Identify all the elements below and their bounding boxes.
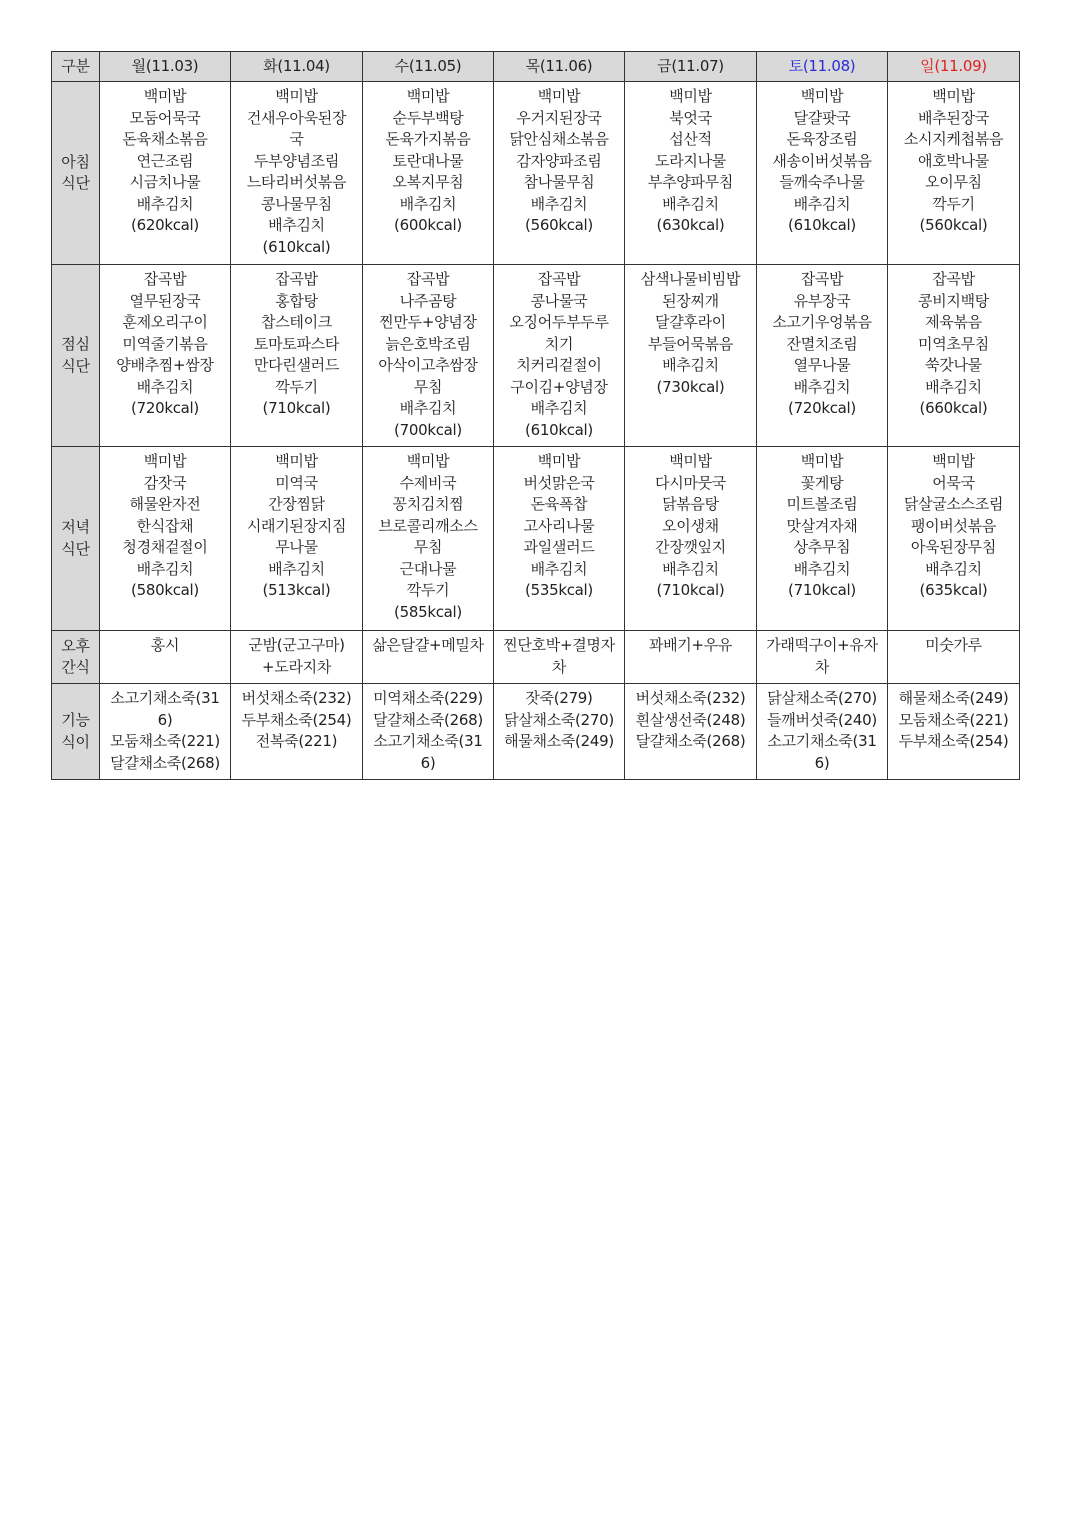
menu-item: 잡곡밥 bbox=[932, 270, 975, 288]
functional-cell-sun bbox=[888, 684, 1020, 780]
menu-item: 한식잡채 bbox=[136, 516, 194, 535]
breakfast-cell-wed bbox=[363, 82, 494, 265]
menu-item: 꽈배기+우유 bbox=[648, 636, 733, 654]
functional-cell-mon bbox=[100, 684, 231, 780]
menu-item: 시금치나물 bbox=[129, 173, 201, 191]
menu-item: 잡곡밥 bbox=[143, 270, 187, 288]
menu-item: 닭살채소죽(270) bbox=[767, 689, 877, 707]
dinner-cell-sun bbox=[888, 447, 1020, 631]
lunch-cell-thu bbox=[494, 265, 625, 447]
menu-item: 잡곡밥 bbox=[537, 270, 581, 288]
menu-item: 배추김치 bbox=[530, 194, 588, 213]
menu-item: 청경채겉절이 bbox=[122, 538, 208, 556]
row-label-line: 식단 bbox=[61, 356, 90, 375]
menu-item: 백미밥 bbox=[143, 87, 187, 105]
menu-item: 배추김치 bbox=[925, 559, 982, 578]
menu-item: (600kcal) bbox=[394, 216, 462, 234]
menu-item: 배추김치 bbox=[136, 194, 194, 213]
dinner-cell-mon bbox=[100, 447, 231, 631]
row-label-line: 기능 bbox=[61, 711, 90, 729]
menu-item: 깍두기 bbox=[275, 377, 318, 396]
functional-cell-fri bbox=[625, 684, 757, 780]
menu-item: (620kcal) bbox=[131, 216, 199, 234]
menu-item: 잣죽(279) bbox=[525, 689, 593, 707]
menu-item: 오이생채 bbox=[662, 516, 719, 535]
menu-item: 백미밥 bbox=[537, 87, 581, 105]
menu-item: 고사리나물 bbox=[523, 516, 595, 535]
menu-item: 버섯채소죽(232) bbox=[635, 689, 746, 707]
menu-item: 배추된장국 bbox=[918, 108, 989, 127]
menu-item: 돈육가지볶음 bbox=[385, 130, 471, 148]
menu-item: 두부채소죽(254) bbox=[241, 710, 352, 729]
menu-item: 느타리버섯볶음 bbox=[246, 173, 347, 191]
day-header-wed: 수(11.05) bbox=[363, 52, 494, 82]
menu-item: 무나물 bbox=[275, 538, 318, 556]
day-header-mon: 월(11.03) bbox=[100, 52, 231, 82]
menu-item: 소고기채소죽(31 bbox=[373, 732, 483, 750]
menu-item: 돈육폭찹 bbox=[530, 495, 588, 513]
menu-item: (635kcal) bbox=[919, 581, 988, 599]
breakfast-cell-fri bbox=[625, 82, 757, 265]
menu-item: 무침 bbox=[413, 538, 443, 556]
menu-item: 간장깻잎지 bbox=[655, 538, 726, 556]
menu-item: 미역채소죽(229) bbox=[373, 689, 483, 707]
menu-item: (710kcal) bbox=[262, 399, 331, 417]
menu-item: 차 bbox=[551, 657, 567, 676]
menu-item: 수제비국 bbox=[399, 473, 457, 492]
menu-item: 훈제오리구이 bbox=[122, 313, 208, 331]
menu-item: 미숫가루 bbox=[925, 636, 982, 654]
menu-item: (730kcal) bbox=[656, 377, 725, 396]
menu-item: 새송이버섯볶음 bbox=[772, 151, 872, 170]
menu-item: 콩나물국 bbox=[530, 291, 588, 310]
day-header-sat: 토(11.08) bbox=[757, 52, 888, 82]
menu-item: (585kcal) bbox=[394, 602, 462, 621]
breakfast-cell-sat bbox=[757, 82, 888, 265]
menu-item: 해물채소죽(249) bbox=[898, 689, 1009, 707]
menu-item: 백미밥 bbox=[275, 87, 318, 105]
menu-item: 팽이버섯볶음 bbox=[910, 516, 997, 535]
menu-item: 소고기채소죽(31 bbox=[110, 689, 220, 707]
menu-item: 잔멸치조림 bbox=[786, 334, 858, 353]
menu-item: 백미밥 bbox=[800, 452, 844, 470]
menu-item: 찐단호박+결명자 bbox=[503, 636, 615, 654]
menu-item: 들깨버섯죽(240) bbox=[767, 710, 877, 729]
snack-cell-sun bbox=[888, 631, 1020, 684]
menu-item: 도라지나물 bbox=[655, 151, 726, 170]
row-label-line: 식단 bbox=[61, 174, 90, 192]
menu-item: 간장찜닭 bbox=[268, 495, 325, 513]
menu-item: 달걀후라이 bbox=[655, 313, 726, 331]
menu-item: (580kcal) bbox=[131, 581, 199, 599]
breakfast-cell-mon bbox=[100, 82, 231, 265]
row-label-line: 아침 bbox=[61, 152, 90, 171]
menu-item: 닭볶음탕 bbox=[662, 495, 719, 513]
menu-item: 북엇국 bbox=[669, 108, 712, 127]
breakfast-row-label bbox=[52, 82, 100, 265]
dinner-cell-wed bbox=[363, 447, 494, 631]
menu-item: +도라지차 bbox=[261, 657, 332, 676]
menu-item: 미트볼조림 bbox=[786, 495, 858, 513]
menu-item: 배추김치 bbox=[136, 559, 194, 578]
weekly-meal-table bbox=[51, 51, 1020, 780]
functional-cell-sat bbox=[757, 684, 888, 780]
menu-item: 열무나물 bbox=[793, 356, 851, 374]
menu-item: 브로콜리깨소스 bbox=[378, 516, 478, 535]
menu-item: 쑥갓나물 bbox=[925, 356, 982, 374]
menu-item: 소고기우엉볶음 bbox=[772, 313, 872, 331]
row-label-line: 오후 bbox=[61, 636, 90, 655]
menu-item: 백미밥 bbox=[143, 452, 187, 470]
snack-cell-fri bbox=[625, 631, 757, 684]
lunch-cell-wed bbox=[363, 265, 494, 447]
functional-cell-thu bbox=[494, 684, 625, 780]
menu-item: 잡곡밥 bbox=[275, 270, 318, 288]
menu-item: 미역초무침 bbox=[918, 334, 989, 353]
menu-item: 배추김치 bbox=[793, 194, 851, 213]
menu-item: (610kcal) bbox=[525, 420, 593, 439]
menu-item: 미역줄기볶음 bbox=[122, 334, 208, 353]
menu-item: 건새우아욱된장 bbox=[246, 108, 347, 127]
lunch-cell-tue bbox=[231, 265, 363, 447]
menu-item: 아욱된장무침 bbox=[910, 538, 997, 556]
menu-item: 과일샐러드 bbox=[523, 538, 595, 556]
menu-item: 모둠채소죽(221) bbox=[110, 732, 220, 750]
menu-item: 찹스테이크 bbox=[261, 313, 332, 331]
menu-item: 부들어묵볶음 bbox=[647, 334, 734, 353]
snack-row-label bbox=[52, 631, 100, 684]
menu-item: 들깨숙주나물 bbox=[779, 173, 865, 191]
lunch-cell-sat bbox=[757, 265, 888, 447]
menu-item: 군밤(군고구마) bbox=[248, 636, 345, 654]
menu-item: 오징어두부두루 bbox=[509, 313, 609, 331]
menu-item: 열무된장국 bbox=[129, 291, 201, 310]
menu-item: 깍두기 bbox=[932, 194, 975, 213]
functional-cell-tue bbox=[231, 684, 363, 780]
menu-item: 달걀채소죽(268) bbox=[635, 732, 746, 750]
menu-item: 나주곰탕 bbox=[399, 291, 457, 310]
menu-item: 모둠채소죽(221) bbox=[898, 710, 1009, 729]
row-label-line: 식단 bbox=[61, 539, 90, 558]
lunch-row bbox=[52, 265, 1020, 447]
menu-item: 백미밥 bbox=[800, 87, 844, 105]
breakfast-cell-tue bbox=[231, 82, 363, 265]
menu-item: 오복지무침 bbox=[392, 173, 464, 191]
menu-item: 소고기채소죽(31 bbox=[767, 732, 877, 750]
menu-item: 홍합탕 bbox=[275, 291, 318, 310]
menu-item: 제육볶음 bbox=[925, 313, 982, 331]
menu-item: 잡곡밥 bbox=[800, 270, 844, 288]
menu-item: 미역국 bbox=[275, 473, 318, 492]
menu-item: 6) bbox=[420, 753, 436, 772]
menu-item: 두부양념조림 bbox=[253, 151, 340, 170]
menu-item: 국 bbox=[289, 130, 304, 148]
menu-item: 시래기된장지짐 bbox=[246, 516, 347, 535]
menu-item: 우거지된장국 bbox=[516, 108, 602, 127]
menu-item: 치기 bbox=[544, 334, 574, 353]
functional-diet-row bbox=[52, 684, 1020, 780]
day-header-tue: 화(11.04) bbox=[231, 52, 363, 82]
menu-item: 순두부백탕 bbox=[392, 108, 464, 127]
menu-item: 무침 bbox=[413, 377, 443, 396]
menu-item: 소시지케첩볶음 bbox=[903, 130, 1004, 148]
menu-item: (535kcal) bbox=[525, 581, 593, 599]
menu-item: 백미밥 bbox=[669, 87, 712, 105]
menu-item: 백미밥 bbox=[406, 452, 450, 470]
functional-cell-wed bbox=[363, 684, 494, 780]
snack-cell-tue bbox=[231, 631, 363, 684]
menu-item: 6) bbox=[157, 710, 173, 729]
breakfast-row bbox=[52, 82, 1020, 265]
breakfast-cell-sun bbox=[888, 82, 1020, 265]
menu-item: (513kcal) bbox=[262, 581, 331, 599]
menu-item: 배추김치 bbox=[268, 216, 325, 234]
menu-item: 콩나물무침 bbox=[261, 194, 332, 213]
menu-item: 어묵국 bbox=[932, 473, 975, 492]
menu-item: 유부장국 bbox=[793, 291, 851, 310]
snack-cell-thu bbox=[494, 631, 625, 684]
menu-item: (710kcal) bbox=[788, 581, 856, 599]
menu-item: 토마토파스타 bbox=[253, 334, 340, 353]
menu-item: 닭살채소죽(270) bbox=[504, 710, 614, 729]
menu-item: 배추김치 bbox=[399, 194, 457, 213]
menu-item: 참나물무침 bbox=[523, 173, 595, 191]
dinner-cell-fri bbox=[625, 447, 757, 631]
menu-item: 구이김+양념장 bbox=[510, 377, 608, 396]
menu-item: 배추김치 bbox=[530, 399, 588, 417]
menu-item: 흰살생선죽(248) bbox=[635, 710, 746, 729]
menu-item: 백미밥 bbox=[537, 452, 581, 470]
menu-item: (720kcal) bbox=[131, 399, 199, 417]
menu-item: 늙은호박조림 bbox=[385, 334, 471, 353]
menu-item: 감자양파조림 bbox=[516, 151, 602, 170]
dinner-cell-thu bbox=[494, 447, 625, 631]
dinner-cell-tue bbox=[231, 447, 363, 631]
menu-item: 토란대나물 bbox=[392, 151, 464, 170]
menu-item: 배추김치 bbox=[662, 559, 719, 578]
menu-item: 배추김치 bbox=[268, 559, 325, 578]
menu-item: 배추김치 bbox=[925, 377, 982, 396]
menu-item: 감잣국 bbox=[143, 473, 187, 492]
lunch-row-label bbox=[52, 265, 100, 447]
menu-item: 만다린샐러드 bbox=[253, 356, 340, 374]
lunch-cell-fri bbox=[625, 265, 757, 447]
row-label-line: 간식 bbox=[61, 658, 90, 676]
menu-item: 모둠어묵국 bbox=[129, 108, 201, 127]
menu-item: 찐만두+양념장 bbox=[379, 313, 477, 331]
menu-item: 홍시 bbox=[150, 636, 180, 654]
menu-item: 해물완자전 bbox=[129, 495, 201, 513]
row-label-line: 저녁 bbox=[61, 518, 90, 536]
category-header: 구분 bbox=[52, 52, 100, 82]
day-header-thu: 목(11.06) bbox=[494, 52, 625, 82]
menu-item: 양배추찜+쌈장 bbox=[116, 356, 214, 374]
menu-item: 맛살겨자채 bbox=[786, 516, 858, 535]
menu-item: 콩비지백탕 bbox=[918, 291, 989, 310]
menu-item: 달걀채소죽(268) bbox=[110, 753, 220, 772]
menu-item: 치커리겉절이 bbox=[516, 356, 602, 374]
menu-item: 애호박나물 bbox=[918, 151, 989, 170]
menu-item: 전복죽(221) bbox=[255, 732, 338, 750]
menu-item: 배추김치 bbox=[662, 194, 719, 213]
lunch-cell-sun bbox=[888, 265, 1020, 447]
menu-item: (630kcal) bbox=[656, 216, 725, 234]
menu-item: (710kcal) bbox=[656, 581, 725, 599]
menu-item: 버섯채소죽(232) bbox=[241, 689, 352, 707]
menu-item: 배추김치 bbox=[136, 377, 194, 396]
menu-item: 돈육채소볶음 bbox=[122, 130, 208, 148]
menu-item: 배추김치 bbox=[793, 377, 851, 396]
header-row bbox=[52, 52, 1020, 82]
menu-item: (560kcal) bbox=[919, 216, 988, 234]
menu-item: 해물채소죽(249) bbox=[504, 732, 614, 750]
menu-item: 꽃게탕 bbox=[800, 473, 844, 492]
menu-item: 두부채소죽(254) bbox=[898, 732, 1009, 750]
functional-row-label bbox=[52, 684, 100, 780]
menu-item: 닭안심채소볶음 bbox=[509, 130, 609, 148]
menu-item: 부추양파무침 bbox=[647, 173, 734, 191]
menu-item: 백미밥 bbox=[275, 452, 318, 470]
menu-item: 삶은달걀+메밀차 bbox=[372, 636, 484, 654]
menu-item: 연근조림 bbox=[136, 151, 194, 170]
menu-item: 달걀팟국 bbox=[793, 108, 851, 127]
menu-item: 버섯맑은국 bbox=[523, 473, 595, 492]
menu-item: 백미밥 bbox=[932, 452, 975, 470]
menu-item: 다시마뭇국 bbox=[655, 473, 726, 492]
menu-item: 근대나물 bbox=[399, 559, 457, 578]
menu-item: 배추김치 bbox=[662, 356, 719, 374]
day-header-sun: 일(11.09) bbox=[888, 52, 1020, 82]
dinner-row bbox=[52, 447, 1020, 631]
dinner-cell-sat bbox=[757, 447, 888, 631]
menu-item: (660kcal) bbox=[919, 399, 988, 417]
menu-item: 배추김치 bbox=[793, 559, 851, 578]
day-header-fri: 금(11.07) bbox=[625, 52, 757, 82]
menu-item: (560kcal) bbox=[525, 216, 593, 234]
lunch-cell-mon bbox=[100, 265, 231, 447]
menu-item: 삼색나물비빔밥 bbox=[640, 270, 741, 288]
menu-item: 배추김치 bbox=[530, 559, 588, 578]
menu-item: (720kcal) bbox=[788, 399, 856, 417]
snack-cell-sat bbox=[757, 631, 888, 684]
menu-item: 백미밥 bbox=[669, 452, 712, 470]
menu-item: (610kcal) bbox=[788, 216, 856, 234]
menu-item: 된장찌개 bbox=[662, 291, 719, 310]
menu-item: 섭산적 bbox=[669, 130, 712, 148]
menu-item: 잡곡밥 bbox=[406, 270, 450, 288]
menu-item: 닭살굴소스조림 bbox=[903, 495, 1004, 513]
menu-item: 백미밥 bbox=[932, 87, 975, 105]
breakfast-cell-thu bbox=[494, 82, 625, 265]
snack-cell-mon bbox=[100, 631, 231, 684]
snack-row bbox=[52, 631, 1020, 684]
menu-item: 돈육장조림 bbox=[786, 130, 858, 148]
menu-item: 달걀채소죽(268) bbox=[373, 710, 483, 729]
menu-item: 차 bbox=[814, 657, 830, 676]
menu-item: 가래떡구이+유자 bbox=[766, 636, 878, 654]
snack-cell-wed bbox=[363, 631, 494, 684]
menu-item: 배추김치 bbox=[399, 399, 457, 417]
menu-item: 백미밥 bbox=[406, 87, 450, 105]
row-label-line: 점심 bbox=[61, 335, 90, 353]
menu-item: (610kcal) bbox=[262, 237, 331, 256]
menu-item: 꽁치김치찜 bbox=[392, 495, 464, 513]
dinner-row-label bbox=[52, 447, 100, 631]
menu-item: 아삭이고추쌈장 bbox=[378, 356, 478, 374]
menu-item: 상추무침 bbox=[793, 538, 851, 556]
row-label-line: 식이 bbox=[61, 732, 90, 751]
menu-item: 오이무침 bbox=[925, 173, 982, 191]
menu-item: (700kcal) bbox=[394, 420, 462, 439]
menu-item: 깍두기 bbox=[406, 581, 450, 599]
menu-item: 6) bbox=[814, 753, 830, 772]
